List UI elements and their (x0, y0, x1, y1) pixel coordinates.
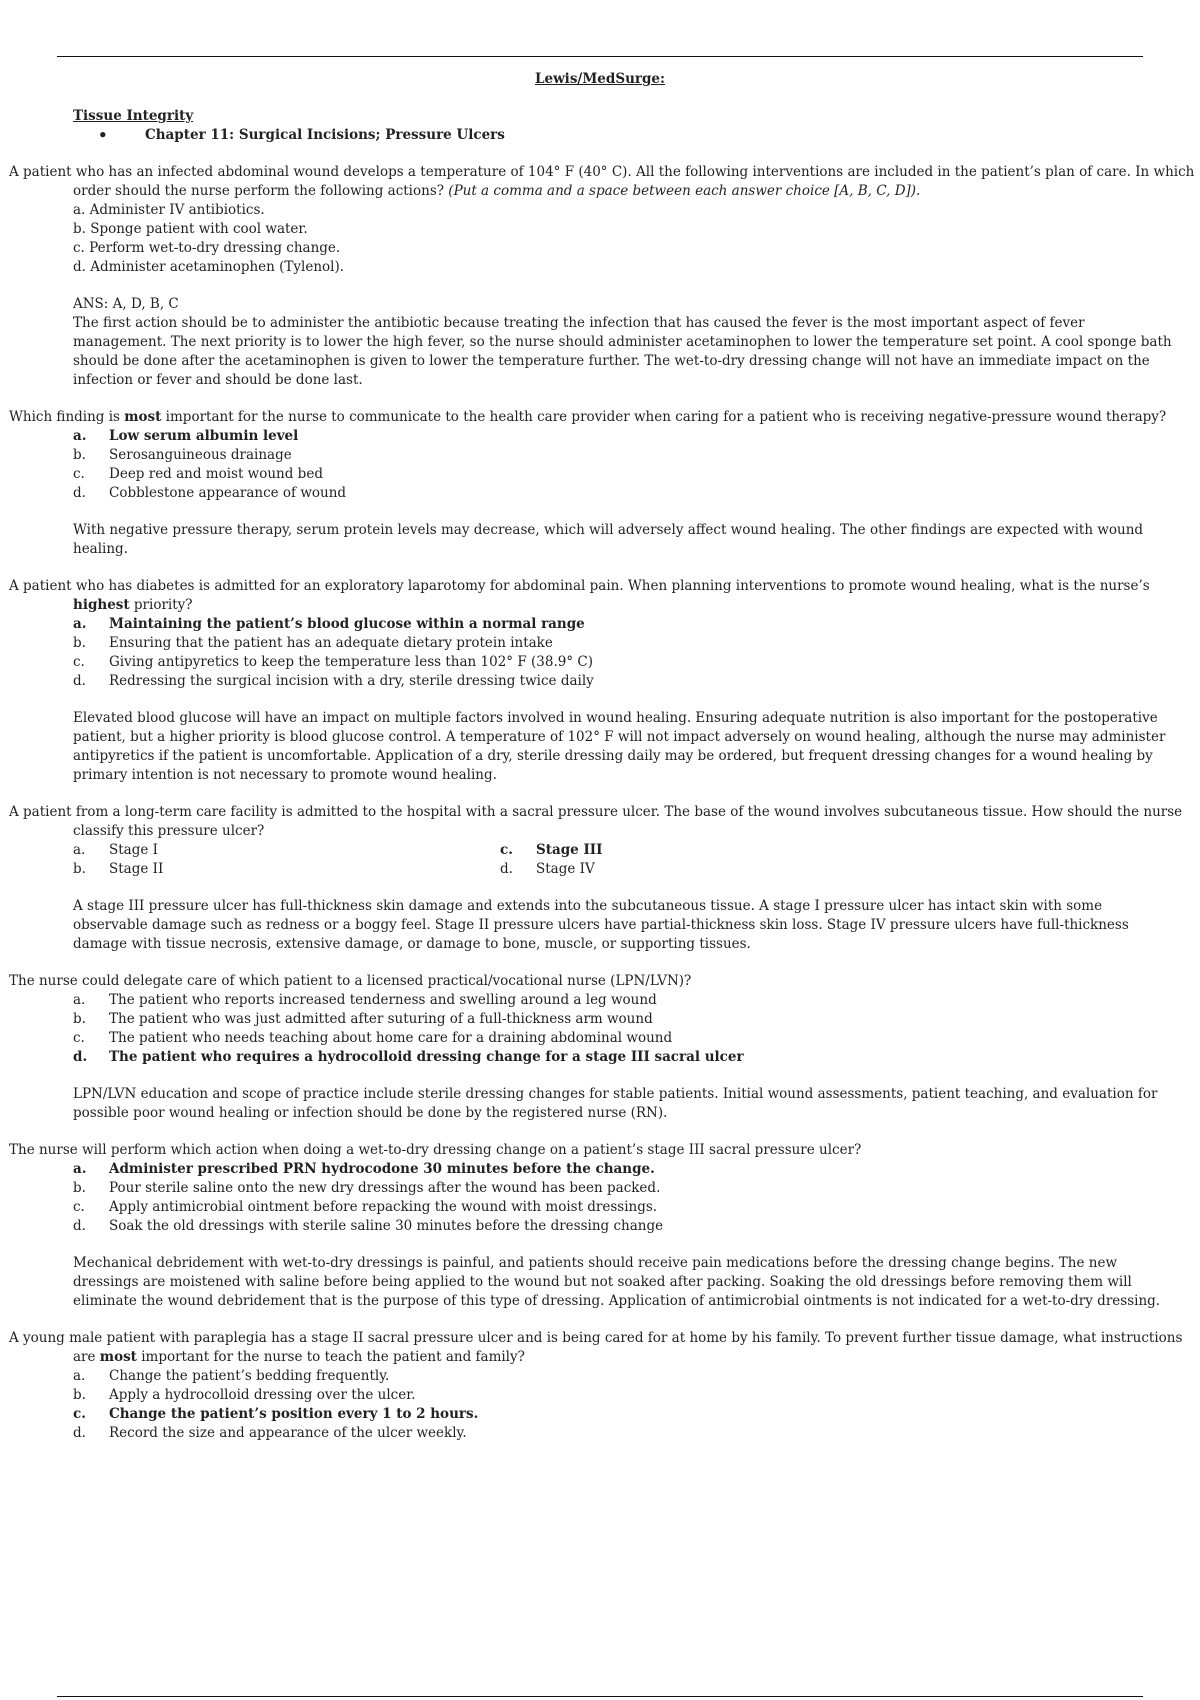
question-5 (0, 972, 1200, 1123)
rationale: LPN/LVN education and scope of practice include sterile dressing changes for stable patients. Initial wound assessments, patient teaching, and evaluation for possible poor wound healing or infection should be done by the registered nurse (RN). (73, 1086, 1158, 1121)
option-b: b. Sponge patient with cool water. (73, 221, 308, 237)
option-b: b. Pour sterile saline onto the new dry dressings after the wound has been packed. (73, 1180, 661, 1196)
document-page (0, 70, 1200, 1443)
option-b: b. Serosanguineous drainage (73, 447, 292, 463)
question-stem: A patient who has an infected abdominal wound develops a temperature of 104° F (40° C). All the following interventions are included in the patient’s plan of care. In which order should the nurse perform the following actions? (Put a comma and a space between each answer choice [A, B, C, D]). (9, 164, 1195, 199)
question-3 (0, 577, 1200, 785)
option-c: c. The patient who needs teaching about home care for a draining abdominal wound (73, 1030, 673, 1046)
question-4 (0, 803, 1200, 954)
option-c: c. Stage III (500, 842, 603, 858)
option-list (0, 1367, 1200, 1443)
option-list (0, 841, 1200, 879)
rationale: A stage III pressure ulcer has full-thickness skin damage and extends into the subcutaneous tissue. A stage I pressure ulcer has intact skin with some observable damage such as redness or a boggy feel. Stage II pressure ulcers have partial-thickness skin loss. Stage IV pressure ulcers have full-thickness damage with tissue necrosis, extensive damage, or damage to bone, muscle, or supporting tissues. (73, 898, 1129, 952)
question-stem: A patient from a long-term care facility is admitted to the hospital with a sacral pressure ulcer. The base of the wound involves subcutaneous tissue. How should the nurse classify this pressure ulcer? (9, 804, 1183, 839)
question-7 (0, 1329, 1200, 1443)
option-list (0, 1160, 1200, 1236)
option-d: d. Stage IV (500, 861, 595, 877)
option-list (0, 991, 1200, 1067)
top-rule (57, 56, 1143, 57)
rationale: With negative pressure therapy, serum protein levels may decrease, which will adversely affect wound healing. The other findings are expected with wound healing. (73, 522, 1144, 557)
question-6 (0, 1141, 1200, 1311)
option-d: d. Administer acetaminophen (Tylenol). (73, 259, 345, 275)
option-d: d. Soak the old dressings with sterile saline 30 minutes before the dressing change (73, 1218, 664, 1234)
option-a: a. Stage I (73, 842, 158, 858)
option-d: d. Record the size and appearance of the ulcer weekly. (73, 1425, 467, 1441)
bottom-rule (57, 1696, 1143, 1697)
rationale: Elevated blood glucose will have an impact on multiple factors involved in wound healing. Ensuring adequate nutrition is also important for the postoperative patient, but a higher priority is blood glucose control. A temperature of 102° F will not impact adversely on wound healing, although the nurse may administer antipyretics if the patient is uncomfortable. Application of a dry, sterile dressing daily may be ordered, but frequent dressing changes for a wound healing by primary intention is not necessary to promote wound healing. (73, 710, 1166, 783)
option-list (0, 201, 1200, 277)
question-stem: A young male patient with paraplegia has a stage II sacral pressure ulcer and is being cared for at home by his family. To prevent further tissue damage, what instructions are most important for the nurse to teach the patient and family? (9, 1330, 1183, 1365)
option-b: b. Apply a hydrocolloid dressing over the ulcer. (73, 1387, 416, 1403)
option-c: c. Perform wet-to-dry dressing change. (73, 240, 341, 256)
answer-key: ANS: A, D, B, C (73, 296, 179, 312)
question-2 (0, 408, 1200, 559)
option-b: b. The patient who was just admitted after suturing of a full-thickness arm wound (73, 1011, 653, 1027)
option-a: a. Administer IV antibiotics. (73, 202, 265, 218)
option-b: b. Stage II (73, 861, 164, 877)
option-d: d. Redressing the surgical incision with a dry, sterile dressing twice daily (73, 673, 594, 689)
document-title: Lewis/MedSurge: (534, 71, 666, 87)
chapter-title: Chapter 11: Surgical Incisions; Pressure Ulcers (145, 127, 505, 143)
chapter-heading (98, 126, 1200, 145)
option-d: d. Cobblestone appearance of wound (73, 485, 347, 501)
option-c: c. Change the patient’s position every 1 to 2 hours. (73, 1406, 479, 1422)
question-stem: The nurse will perform which action when doing a wet-to-dry dressing change on a patient’s stage III sacral pressure ulcer? (9, 1142, 862, 1158)
bullet-icon: • (98, 126, 108, 144)
question-1 (0, 163, 1200, 390)
question-stem: Which finding is most important for the nurse to communicate to the health care provider when caring for a patient who is receiving negative-pressure wound therapy? (9, 409, 1167, 425)
option-list (0, 615, 1200, 691)
rationale: Mechanical debridement with wet-to-dry dressings is painful, and patients should receive pain medications before the dressing change begins. The new dressings are moistened with saline before being applied to the wound but not soaked after packing. Soaking the old dressings before removing them will eliminate the wound debridement that is the purpose of this type of dressing. Application of antimicrobial ointments is not indicated for a wet-to-dry dressing. (73, 1255, 1161, 1309)
option-a: a. Maintaining the patient’s blood glucose within a normal range (73, 616, 585, 632)
option-a: a. Administer prescribed PRN hydrocodone 30 minutes before the change. (73, 1161, 655, 1177)
section-title: Tissue Integrity (73, 108, 194, 124)
option-c: c. Apply antimicrobial ointment before repacking the wound with moist dressings. (73, 1199, 658, 1215)
option-c: c. Deep red and moist wound bed (73, 466, 323, 482)
option-list (0, 427, 1200, 503)
option-d: d. The patient who requires a hydrocolloid dressing change for a stage III sacral ulcer (73, 1049, 744, 1065)
option-b: b. Ensuring that the patient has an adequate dietary protein intake (73, 635, 553, 651)
option-a: a. Low serum albumin level (73, 428, 299, 444)
question-stem: The nurse could delegate care of which patient to a licensed practical/vocational nurse (LPN/LVN)? (9, 973, 692, 989)
rationale: The first action should be to administer the antibiotic because treating the infection that has caused the fever is the most important aspect of fever management. The next priority is to lower the high fever, so the nurse should administer acetaminophen to lower the temperature set point. A cool sponge bath should be done after the acetaminophen is given to lower the temperature further. The wet-to-dry dressing change will not have an immediate impact on the infection or fever and should be done last. (73, 315, 1172, 388)
option-c: c. Giving antipyretics to keep the temperature less than 102° F (38.9° C) (73, 654, 593, 670)
option-a: a. Change the patient’s bedding frequently. (73, 1368, 390, 1384)
question-stem: A patient who has diabetes is admitted for an exploratory laparotomy for abdominal pain. When planning interventions to promote wound healing, what is the nurse’s highest priority? (9, 578, 1150, 613)
option-a: a. The patient who reports increased tenderness and swelling around a leg wound (73, 992, 657, 1008)
